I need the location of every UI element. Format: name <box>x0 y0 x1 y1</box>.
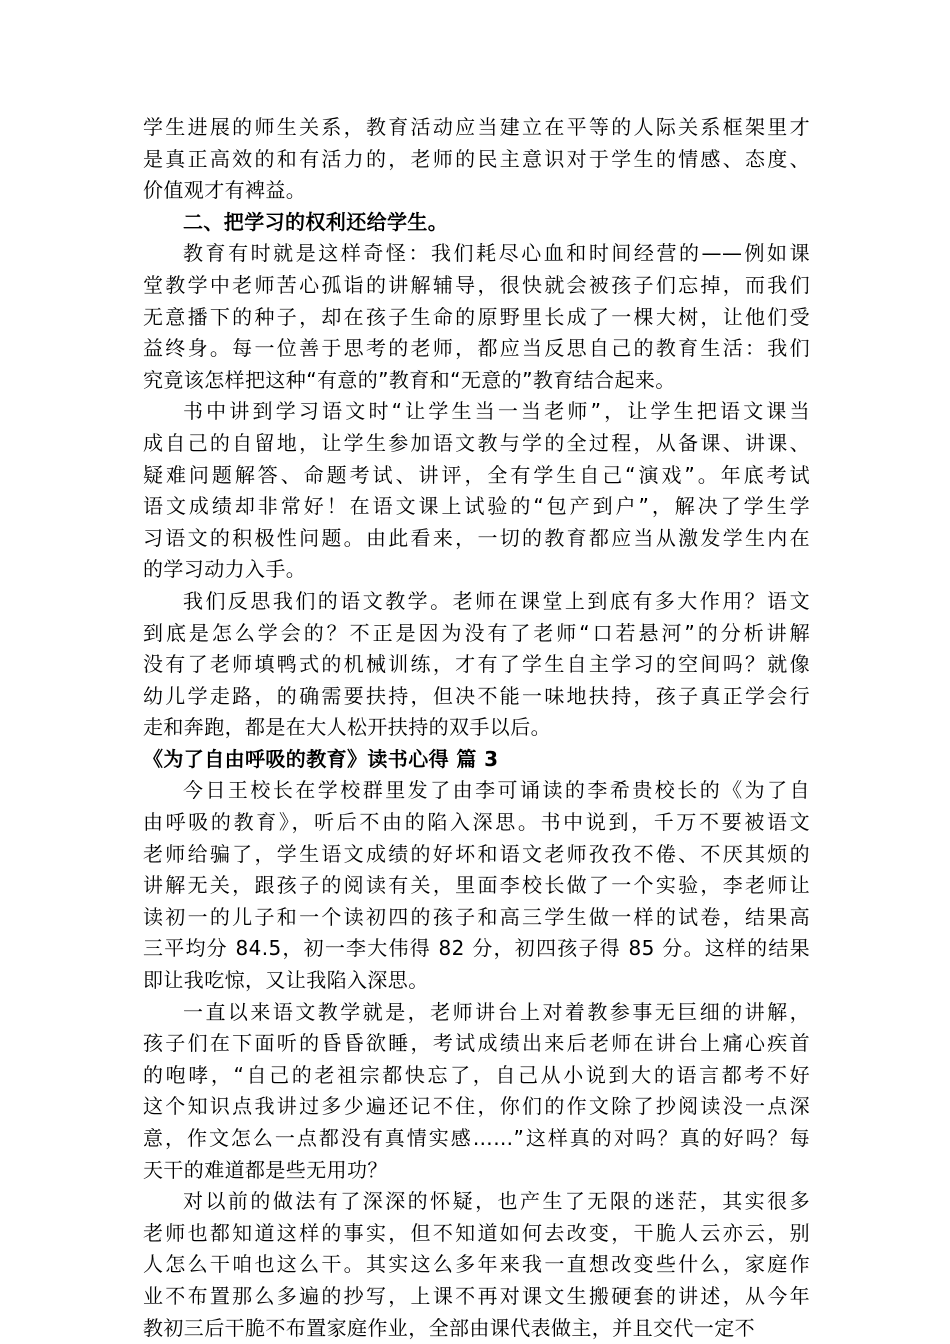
text-line: 的咆哮，“自己的老祖宗都快忘了，自己从小说到大的语言都考不好 <box>143 1062 810 1087</box>
text-line: 《为了自由呼吸的教育》读书心得 篇 3 <box>143 746 499 771</box>
text-line: 即让我吃惊，又让我陷入深思。 <box>143 968 429 993</box>
text-line: 老师给骗了，学生语文成绩的好坏和语文老师孜孜不倦、不厌其烦的 <box>143 841 810 866</box>
text-line: 这个知识点我讲过多少遍还记不住，你们的作文除了抄阅读没一点深 <box>143 1094 810 1119</box>
body-paragraph <box>143 238 810 396</box>
body-paragraph <box>143 1186 810 1344</box>
text-line: 没有了老师填鸭式的机械训练，才有了学生自主学习的空间吗？就像 <box>143 652 810 677</box>
text-line: 老师也都知道这样的事实，但不知道如何去改变，干脆人云亦云，别 <box>143 1220 810 1245</box>
text-line: 到底是怎么学会的？不正是因为没有了老师“口若悬河”的分析讲解 <box>143 620 810 645</box>
text-line: 成自己的自留地，让学生参加语文教与学的全过程，从备课、讲课、 <box>143 430 810 455</box>
text-line: 堂教学中老师苦心孤诣的讲解辅导，很快就会被孩子们忘掉，而我们 <box>143 272 810 297</box>
text-line: 教育有时就是这样奇怪：我们耗尽心血和时间经营的——例如课 <box>183 241 810 266</box>
text-line: 三平均分 84.5，初一李大伟得 82 分，初四孩子得 85 分。这样的结果 <box>143 936 810 961</box>
body-paragraph <box>143 112 810 207</box>
text-line: 由呼吸的教育》，听后不由的陷入深思。书中说到，千万不要被语文 <box>143 810 810 835</box>
text-line: 天干的难道都是些无用功？ <box>143 1157 388 1182</box>
text-line: 语文成绩却非常好！在语文课上试验的“包产到户”，解决了学生学 <box>143 494 810 519</box>
text-line: 究竟该怎样把这种“有意的”教育和“无意的”教育结合起来。 <box>143 367 676 392</box>
text-line: 人怎么干咱也这么干。其实这么多年来我一直想改变些什么，家庭作 <box>143 1252 810 1277</box>
text-line: 一直以来语文教学就是，老师讲台上对着教参事无巨细的讲解， <box>183 999 810 1024</box>
text-line: 价值观才有裨益。 <box>143 178 307 203</box>
text-line: 我们反思我们的语文教学。老师在课堂上到底有多大作用？语文 <box>183 588 810 613</box>
body-paragraph <box>143 997 810 1187</box>
text-line: 疑难问题解答、命题考试、讲评，全有学生自己“演戏”。年底考试 <box>143 462 810 487</box>
text-line: 教初三后干脆不布置家庭作业，全部由课代表做主，并且交代一定不 <box>143 1315 755 1340</box>
body-paragraph <box>143 775 810 996</box>
section-heading <box>143 744 810 776</box>
text-line: 是真正高效的和有活力的，老师的民主意识对于学生的情感、态度、 <box>143 146 810 171</box>
text-line: 讲解无关，跟孩子的阅读有关，里面李校长做了一个实验，李老师让 <box>143 873 810 898</box>
text-line: 走和奔跑，都是在大人松开扶持的双手以后。 <box>143 715 551 740</box>
text-line: 书中讲到学习语文时“让学生当一当老师”，让学生把语文课当 <box>183 399 810 424</box>
text-line: 无意播下的种子，却在孩子生命的原野里长成了一棵大树，让他们受 <box>143 304 810 329</box>
text-line: 益终身。每一位善于思考的老师，都应当反思自己的教育生活：我们 <box>143 336 810 361</box>
text-line: 意，作文怎么一点都没有真情实感……”这样真的对吗？真的好吗？每 <box>143 1126 810 1150</box>
text-line: 读初一的儿子和一个读初四的孩子和高三学生做一样的试卷，结果高 <box>143 904 810 929</box>
text-line: 习语文的积极性问题。由此看来，一切的教育都应当从激发学生内在 <box>143 525 810 550</box>
text-line: 孩子们在下面听的昏昏欲睡，考试成绩出来后老师在讲台上痛心疾首 <box>143 1031 810 1056</box>
text-line: 的学习动力入手。 <box>143 557 307 582</box>
document-page <box>143 112 810 1344</box>
text-line: 对以前的做法有了深深的怀疑，也产生了无限的迷茫，其实很多 <box>183 1189 810 1214</box>
text-line: 今日王校长在学校群里发了由李可诵读的李希贵校长的《为了自 <box>183 778 810 803</box>
text-line: 幼儿学走路，的确需要扶持，但决不能一味地扶持，孩子真正学会行 <box>143 683 810 708</box>
text-line: 业不布置那么多遍的抄写，上课不再对课文生搬硬套的讲述，从今年 <box>143 1283 810 1308</box>
text-line: 学生进展的师生关系，教育活动应当建立在平等的人际关系框架里才 <box>143 115 810 139</box>
text-line: 二、把学习的权利还给学生。 <box>183 209 449 234</box>
body-paragraph <box>143 586 810 744</box>
section-heading <box>143 207 810 239</box>
body-paragraph <box>143 396 810 586</box>
